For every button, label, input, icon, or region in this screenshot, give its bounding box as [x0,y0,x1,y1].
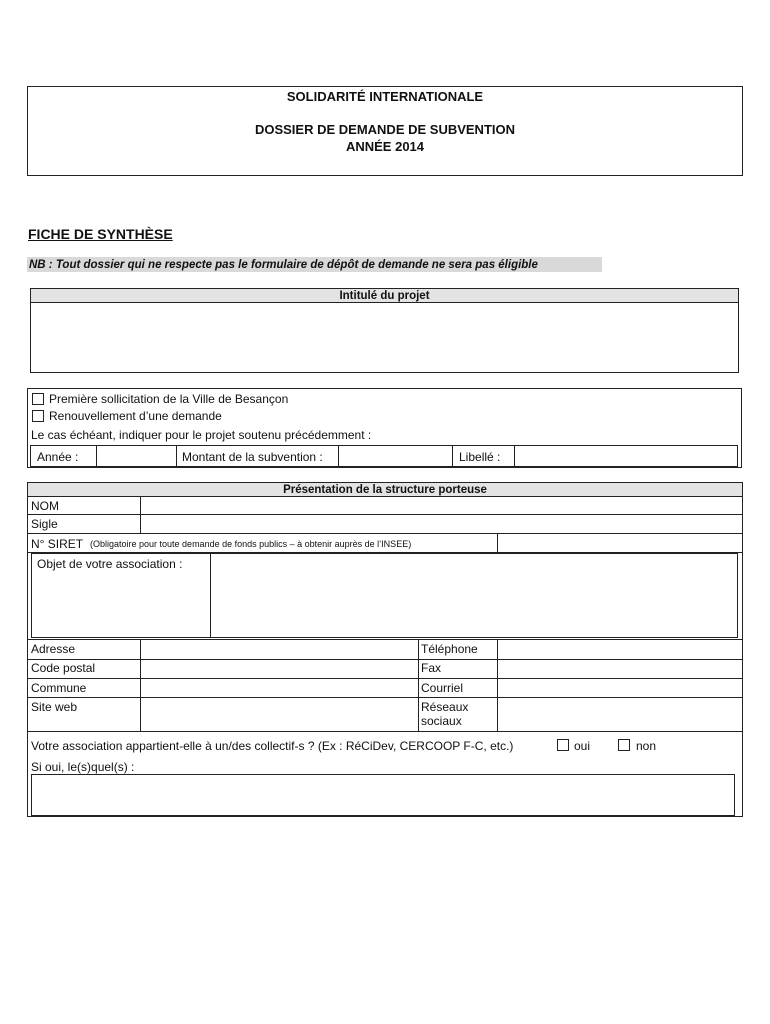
sigle-input[interactable] [142,516,741,532]
commune-label: Commune [31,681,87,695]
structure-header: Présentation de la structure porteuse [283,484,487,496]
title-line-3: ANNÉE 2014 [345,139,425,154]
courriel-label: Courriel [421,681,464,695]
section-title: FICHE DE SYNTHÈSE [28,226,173,242]
telephone-label: Téléphone [421,642,478,656]
collectif-names-input[interactable] [33,776,733,814]
nom-label: NOM [31,499,59,513]
objet-input[interactable] [212,555,737,636]
nom-input[interactable] [142,498,741,513]
previous-project-instruction: Le cas échéant, indiquer pour le projet soutenu précédemment : [31,428,372,442]
fax-input[interactable] [499,660,741,677]
si-oui-label: Si oui, le(s)quel(s) : [31,760,135,774]
project-title-input[interactable] [32,305,737,371]
amount-label: Montant de la subvention : [182,450,323,464]
collectif-oui-checkbox[interactable] [557,739,569,751]
reseaux-label-2: sociaux [421,714,462,728]
nb-note: NB : Tout dossier qui ne respecte pas le formulaire de dépôt de demande ne sera pas éligible [29,259,538,271]
project-header: Intitulé du projet [339,290,430,302]
libelle-label: Libellé : [459,450,501,464]
courriel-input[interactable] [499,679,741,696]
code-postal-label: Code postal [31,661,96,675]
adresse-label: Adresse [31,642,76,656]
reseaux-label-1: Réseaux [421,700,469,714]
collectif-non-checkbox[interactable] [618,739,630,751]
collectif-non-label: non [636,739,657,753]
site-web-label: Site web [31,700,78,714]
collectif-question: Votre association appartient-elle à un/des collectif-s ? (Ex : RéCiDev, CERCOOP F-C, etc.) [31,739,514,753]
commune-input[interactable] [142,679,417,696]
reseaux-input[interactable] [499,699,741,730]
title-line-2: DOSSIER DE DEMANDE DE SUBVENTION [254,122,516,137]
title-line-1: SOLIDARITÉ INTERNATIONALE [286,89,484,104]
amount-input[interactable] [340,447,451,465]
collectif-oui-label: oui [574,739,591,753]
fax-label: Fax [421,661,442,675]
objet-label: Objet de votre association : [37,557,183,571]
renewal-label: Renouvellement d’une demande [49,409,222,423]
first-request-label: Première sollicitation de la Ville de Besançon [49,392,289,406]
year-label: Année : [37,450,79,464]
siret-input[interactable] [499,535,741,551]
adresse-input[interactable] [142,641,417,658]
telephone-input[interactable] [499,641,741,658]
libelle-input[interactable] [516,447,736,465]
siret-label: N° SIRET [31,537,84,551]
code-postal-input[interactable] [142,660,417,677]
site-web-input[interactable] [142,699,417,730]
year-input[interactable] [98,447,175,465]
sigle-label: Sigle [31,517,58,531]
siret-note: (Obligatoire pour toute demande de fonds publics – à obtenir auprès de l’INSEE) [90,539,412,549]
renewal-checkbox[interactable] [32,410,44,422]
first-request-checkbox[interactable] [32,393,44,405]
